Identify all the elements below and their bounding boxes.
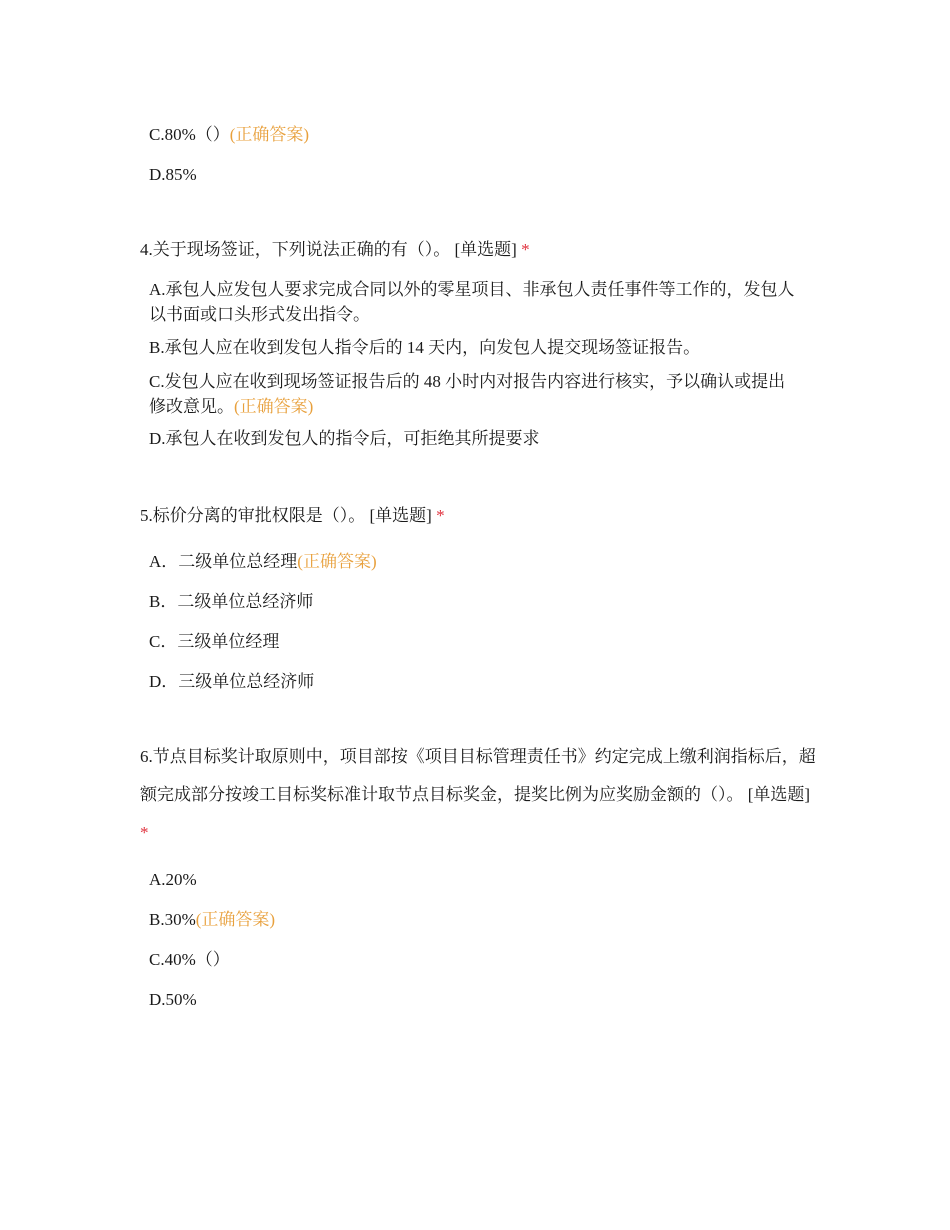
q5-option-c: C．三级单位经理 <box>149 632 280 651</box>
q5-option-d: D．三级单位总经济师 <box>149 672 315 691</box>
correct-answer-tag: (正确答案) <box>195 910 276 929</box>
q4-option-b: B.承包人应在收到发包人指令后的 14 天内，向发包人提交现场签证报告。 <box>149 338 701 357</box>
correct-answer-tag: (正确答案) <box>297 552 377 571</box>
q3-option-c: C.80%（）(正确答案) <box>149 125 310 144</box>
q6-option-a: A.20% <box>149 870 197 889</box>
q4-option-c: C.发包人应在收到现场签证报告后的 48 小时内对报告内容进行核实，予以确认或提出修改意见。(正确答案) <box>149 372 786 416</box>
required-mark: * <box>521 240 530 259</box>
q4-option-d: D.承包人在收到发包人的指令后，可拒绝其所提要求 <box>149 429 540 448</box>
q6-title: 6.节点目标奖计取原则中，项目部按《项目目标管理责任书》约定完成上缴利润指标后，超额完成部分按竣工目标奖标准计取节点目标奖金，提奖比例为应奖励金额的（）。 [单选题] * <box>140 747 816 842</box>
q4-title: 4.关于现场签证，下列说法正确的有（）。 [单选题] * <box>140 240 530 259</box>
q5-option-b: B．二级单位总经济师 <box>149 592 314 611</box>
q6-option-c: C.40%（） <box>149 950 230 969</box>
correct-answer-tag: (正确答案) <box>229 125 310 144</box>
correct-answer-tag: (正确答案) <box>234 397 314 416</box>
q5-title: 5.标价分离的审批权限是（）。 [单选题] * <box>140 506 445 525</box>
q6-option-d: D.50% <box>149 990 197 1009</box>
q4-option-a: A.承包人应发包人要求完成合同以外的零星项目、非承包人责任事件等工作的，发包人以书面或口头形式发出指令。 <box>149 280 795 324</box>
q3-option-d: D.85% <box>149 165 197 184</box>
q5-option-a: A．二级单位总经理(正确答案) <box>149 552 377 571</box>
required-mark: * <box>436 506 445 525</box>
q6-option-b: B.30%(正确答案) <box>149 910 276 929</box>
required-mark: * <box>140 823 149 842</box>
